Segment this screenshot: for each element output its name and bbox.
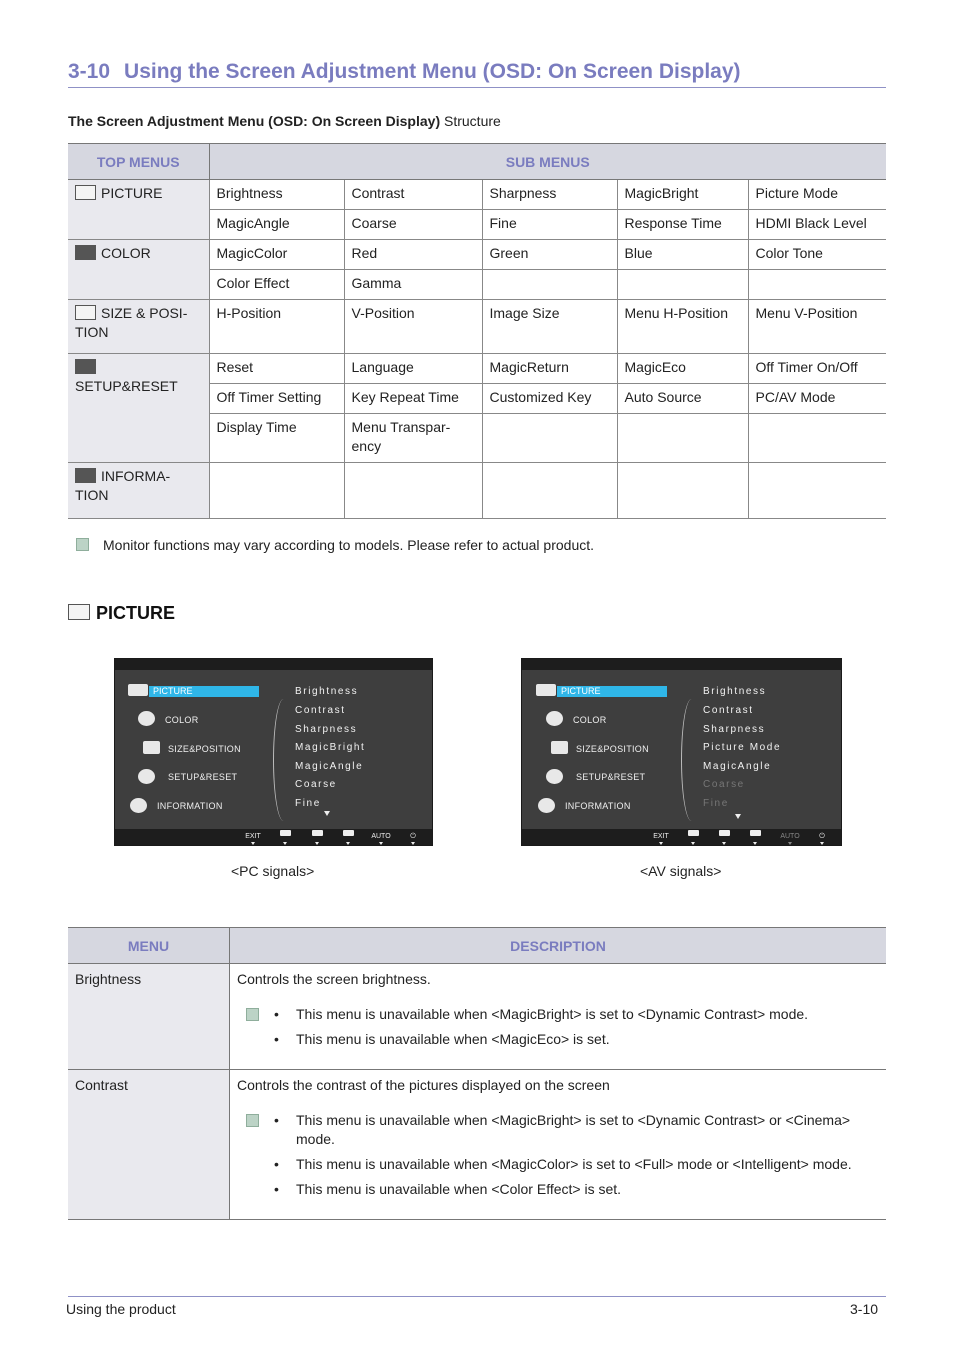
sub-menu-cell: Off Timer Setting (209, 384, 344, 414)
osd-auto-button (369, 833, 393, 845)
note-text: Monitor functions may vary according to models. Please refer to actual product. (103, 537, 595, 553)
sub-menu-cell: Reset (209, 354, 344, 384)
osd-sub-item-disabled: Fine (703, 798, 729, 809)
osd-top-bar (522, 659, 841, 670)
osd-sub-item: Contrast (703, 705, 754, 716)
list-item: • This menu is unavailable when <MagicBright> is set to <Dynamic Contrast> or <Cinema> mode. (296, 1111, 879, 1149)
structure-heading (68, 113, 501, 129)
description-text: Controls the screen brightness. (237, 971, 431, 987)
menu-cell: Contrast (68, 1070, 230, 1220)
top-menu-picture (68, 180, 209, 240)
osd-sub-item: Fine (295, 798, 321, 809)
osd-menu-setup-reset: SETUP&RESET (576, 772, 646, 782)
information-icon (538, 798, 555, 813)
list-item: • This menu is unavailable when <Color Effect> is set. (296, 1180, 879, 1199)
menu-cell: Brightness (68, 964, 230, 1070)
osd-arc (681, 699, 702, 821)
osd-enter-button (745, 823, 765, 845)
osd-power-button (813, 833, 831, 845)
picture-icon (536, 684, 556, 696)
osd-down-button (683, 823, 703, 845)
section-heading-text: PICTURE (96, 603, 176, 623)
button-marker-icon (722, 842, 726, 845)
exit-label: EXIT (245, 833, 261, 840)
osd-auto-button-disabled (778, 833, 802, 845)
scroll-down-icon (735, 814, 741, 819)
sub-menu-cell (617, 414, 748, 463)
osd-sub-item: Picture Mode (703, 742, 782, 753)
note (76, 537, 594, 553)
sub-menu-cell: Menu Transpar-ency (344, 414, 482, 463)
top-menu-label: INFORMA-TION (75, 468, 171, 503)
size-position-icon (551, 741, 568, 754)
sub-menu-cell (344, 463, 482, 519)
enter-icon (750, 830, 761, 836)
structure-heading-rest: Structure (440, 113, 501, 129)
top-menu-information (68, 463, 209, 519)
col-description: DESCRIPTION (230, 928, 887, 964)
setup-reset-icon (75, 359, 96, 374)
col-menu: MENU (68, 928, 230, 964)
top-menu-label: PICTURE (101, 185, 163, 201)
page-title (68, 60, 886, 88)
note-icon (246, 1114, 259, 1127)
sub-menu-cell (748, 414, 886, 463)
osd-sub-item: Contrast (295, 705, 346, 716)
osd-sub-item: Coarse (295, 779, 337, 790)
section-heading (68, 603, 175, 624)
button-marker-icon (315, 842, 319, 845)
sub-menu-cell: Menu H-Position (617, 300, 748, 354)
osd-menu-setup-reset: SETUP&RESET (168, 772, 238, 782)
osd-sub-item: Brightness (295, 686, 359, 697)
sub-menu-cell: MagicColor (209, 240, 344, 270)
table-header-row (68, 928, 886, 964)
osd-menu-picture-selected: PICTURE (149, 686, 259, 697)
col-top-menus: TOP MENUS (68, 144, 209, 180)
sub-menu-cell (748, 270, 886, 300)
sub-menu-cell: Auto Source (617, 384, 748, 414)
list-item: • This menu is unavailable when <MagicColor> is set to <Full> mode or <Intelligent> mode. (296, 1155, 879, 1174)
setup-reset-icon (138, 769, 155, 784)
osd-sub-item-disabled: Coarse (703, 779, 745, 790)
osd-menu-size-position: SIZE&POSITION (576, 744, 649, 754)
color-icon (546, 711, 563, 726)
sub-menu-cell: Gamma (344, 270, 482, 300)
sub-menu-cell: Key Repeat Time (344, 384, 482, 414)
size-position-icon (75, 305, 96, 320)
button-marker-icon (753, 842, 757, 845)
sub-menu-cell: Off Timer On/Off (748, 354, 886, 384)
sub-menu-cell: Color Effect (209, 270, 344, 300)
button-marker-icon (820, 842, 824, 845)
note-list (237, 1005, 879, 1049)
color-icon (138, 711, 155, 726)
osd-power-button (404, 833, 422, 845)
sub-menu-cell: Brightness (209, 180, 344, 210)
sub-menu-cell: Customized Key (482, 384, 617, 414)
sub-menu-cell: PC/AV Mode (748, 384, 886, 414)
note-icon (76, 538, 89, 551)
up-icon (719, 830, 730, 836)
structure-heading-bold: The Screen Adjustment Menu (OSD: On Screen Display) (68, 113, 441, 129)
table-header-row (68, 144, 886, 180)
scroll-down-icon (324, 811, 330, 816)
sub-menu-cell: Red (344, 240, 482, 270)
color-icon (75, 245, 96, 260)
note-list (237, 1111, 879, 1199)
exit-label: EXIT (653, 833, 669, 840)
sub-menu-cell (209, 463, 344, 519)
sub-menu-cell: V-Position (344, 300, 482, 354)
osd-menu-size-position: SIZE&POSITION (168, 744, 241, 754)
sub-menu-cell: Display Time (209, 414, 344, 463)
sub-menu-cell (617, 270, 748, 300)
picture-icon (68, 604, 90, 620)
description-cell (230, 964, 887, 1070)
osd-screenshot-pc (114, 658, 433, 846)
picture-icon (128, 684, 148, 696)
picture-icon (75, 185, 96, 200)
top-menu-size-position (68, 300, 209, 354)
sub-menu-cell (482, 270, 617, 300)
section-number: 3-10 (68, 60, 111, 83)
sub-menu-cell: Contrast (344, 180, 482, 210)
osd-arc (273, 699, 294, 821)
sub-menu-cell (748, 463, 886, 519)
auto-label: AUTO (371, 833, 391, 840)
sub-menu-cell: Sharpness (482, 180, 617, 210)
osd-up-button (307, 823, 327, 845)
footer-page-number: 3-10 (850, 1301, 879, 1317)
osd-sub-item: MagicAngle (703, 761, 772, 772)
caption-pc-signals: <PC signals> (231, 863, 315, 879)
table-row (68, 1070, 886, 1220)
button-marker-icon (788, 842, 792, 845)
description-text: Controls the contrast of the pictures displayed on the screen (237, 1077, 610, 1093)
sub-menu-cell: Language (344, 354, 482, 384)
caption-av-signals: <AV signals> (640, 863, 722, 879)
top-menu-label: COLOR (101, 245, 151, 261)
osd-enter-button (338, 823, 358, 845)
sub-menu-cell: MagicBright (617, 180, 748, 210)
top-menu-label: SETUP&RESET (75, 378, 178, 394)
sub-menu-cell (482, 414, 617, 463)
osd-menu-information: INFORMATION (565, 801, 631, 811)
up-icon (312, 830, 323, 836)
button-marker-icon (379, 842, 383, 845)
table-row (68, 463, 886, 519)
sub-menu-cell: H-Position (209, 300, 344, 354)
table-row (68, 180, 886, 210)
osd-screenshot-av (521, 658, 842, 846)
down-icon (688, 830, 699, 836)
power-icon: ⏻ (410, 833, 416, 840)
sub-menu-cell: Image Size (482, 300, 617, 354)
osd-sub-item: MagicAngle (295, 761, 364, 772)
list-item: • This menu is unavailable when <MagicBright> is set to <Dynamic Contrast> mode. (296, 1005, 879, 1024)
sub-menu-cell: Response Time (617, 210, 748, 240)
sub-menu-cell: Fine (482, 210, 617, 240)
sub-menu-cell: Picture Mode (748, 180, 886, 210)
button-marker-icon (346, 842, 350, 845)
menu-description-table (68, 927, 886, 1220)
table-row (68, 300, 886, 354)
information-icon (130, 798, 147, 813)
sub-menu-cell: Green (482, 240, 617, 270)
table-row (68, 964, 886, 1070)
osd-down-button (275, 823, 295, 845)
note-icon (246, 1008, 259, 1021)
top-menu-setup-reset (68, 354, 209, 463)
top-menu-label: SIZE & POSI-TION (75, 305, 188, 340)
sub-menu-cell: Menu V-Position (748, 300, 886, 354)
sub-menu-cell: HDMI Black Level (748, 210, 886, 240)
osd-sub-item: Sharpness (703, 724, 766, 735)
osd-sub-item: MagicBright (295, 742, 366, 753)
enter-icon (343, 830, 354, 836)
section-title: Using the Screen Adjustment Menu (OSD: On Screen Display) (124, 60, 741, 83)
button-marker-icon (251, 842, 255, 845)
button-marker-icon (411, 842, 415, 845)
auto-label: AUTO (780, 833, 800, 840)
sub-menu-cell: MagicAngle (209, 210, 344, 240)
sub-menu-cell: Color Tone (748, 240, 886, 270)
sub-menu-cell: MagicEco (617, 354, 748, 384)
sub-menu-cell: MagicReturn (482, 354, 617, 384)
osd-menu-information: INFORMATION (157, 801, 223, 811)
information-icon (75, 468, 96, 483)
sub-menu-cell (482, 463, 617, 519)
size-position-icon (143, 741, 160, 754)
button-marker-icon (659, 842, 663, 845)
osd-up-button (714, 823, 734, 845)
button-marker-icon (283, 842, 287, 845)
osd-exit-button (241, 833, 265, 845)
list-item: • This menu is unavailable when <MagicEco> is set. (296, 1030, 879, 1049)
top-menu-color (68, 240, 209, 300)
osd-menu-color: COLOR (165, 715, 199, 725)
osd-sub-item: Sharpness (295, 724, 358, 735)
osd-sub-item: Brightness (703, 686, 767, 697)
footer-chapter: Using the product (66, 1301, 176, 1317)
setup-reset-icon (546, 769, 563, 784)
sub-menu-cell: Blue (617, 240, 748, 270)
table-row (68, 354, 886, 384)
description-cell (230, 1070, 887, 1220)
osd-structure-table (68, 143, 886, 519)
col-sub-menus: SUB MENUS (209, 144, 886, 180)
osd-menu-picture-selected: PICTURE (557, 686, 667, 697)
osd-top-bar (115, 659, 432, 670)
osd-menu-color: COLOR (573, 715, 607, 725)
button-marker-icon (691, 842, 695, 845)
table-row (68, 240, 886, 270)
footer-divider (68, 1296, 886, 1297)
osd-exit-button (649, 833, 673, 845)
sub-menu-cell: Coarse (344, 210, 482, 240)
down-icon (280, 830, 291, 836)
sub-menu-cell (617, 463, 748, 519)
power-icon: ⏻ (819, 833, 825, 840)
